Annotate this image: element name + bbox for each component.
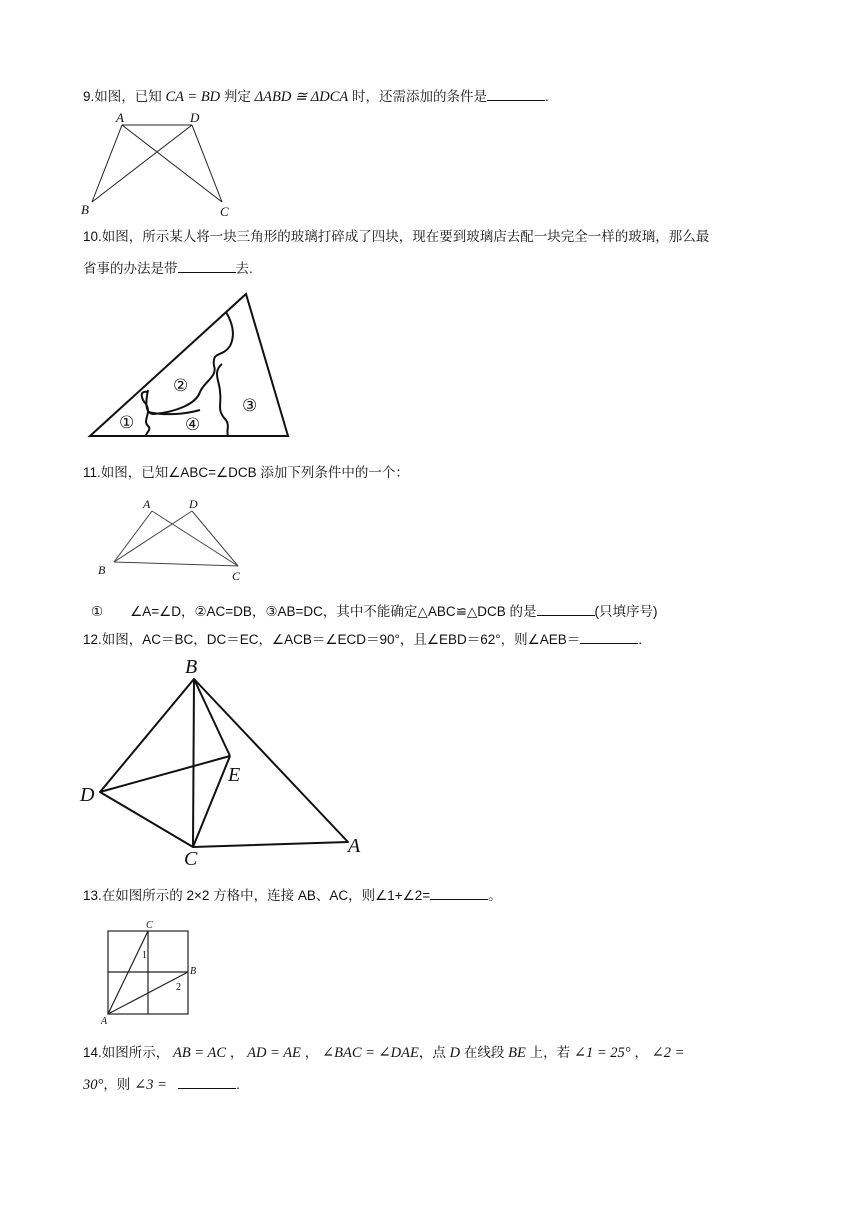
q9-label-c: C <box>220 204 229 219</box>
q11-options: ① ∠A=∠D，②AC=DB，③AB=DC，其中不能确定△ABC≌△DCB 的是 (只填序号) <box>91 601 658 622</box>
q12-label-d: D <box>80 784 95 806</box>
q13-answer-blank[interactable] <box>430 885 488 900</box>
q13-label-b: B <box>190 966 197 977</box>
q10-piece-2: ② <box>173 376 189 395</box>
q9-text: 9.如图，已知 CA = BD 判定 ΔABD ≅ ΔDCA 时，还需添加的条件是 . <box>83 86 549 107</box>
q11-stem: 11.如图，已知∠ABC=∠DCB 添加下列条件中的一个： <box>83 465 409 480</box>
q11-answer-blank[interactable] <box>537 601 595 616</box>
q13-text: 13.在如图所示的 2×2 方格中，连接 AB、AC，则∠1+∠2= 。 <box>83 885 502 906</box>
q11-label-a: A <box>143 497 151 511</box>
q9-label-d: D <box>190 110 200 125</box>
q13-angle-2: 2 <box>176 982 181 993</box>
q10-answer-blank[interactable] <box>178 258 236 273</box>
q10-piece-3: ③ <box>242 396 258 415</box>
q11-label-b: B <box>98 563 106 577</box>
q12-answer-blank[interactable] <box>580 629 638 644</box>
q10-line1: 10.如图，所示某人将一块三角形的玻璃打碎成了四块，现在要到玻璃店去配一块完全一样的玻璃，那么最 <box>83 229 710 244</box>
q12-label-e: E <box>228 764 241 786</box>
q13-label-a: A <box>101 1016 108 1027</box>
q9-figure <box>78 106 248 218</box>
q13-angle-1: 1 <box>142 950 147 961</box>
q13-figure <box>98 916 202 1028</box>
q13-label-c: C <box>146 920 153 931</box>
q11-figure <box>94 494 254 586</box>
q9-answer-blank[interactable] <box>487 86 545 101</box>
q11-label-c: C <box>232 569 241 583</box>
q9-label-a: A <box>116 110 124 125</box>
q9-label-b: B <box>81 202 89 217</box>
q11-label-d: D <box>189 497 198 511</box>
q12-label-c: C <box>184 848 198 870</box>
q14-line2: 30°，则 ∠3 = . <box>83 1074 240 1095</box>
q14-line1: 14.如图所示， AB = AC ， AD = AE ， ∠BAC = ∠DAE，点 D 在线段 BE 上，若 ∠1 = 25° ， ∠2 = <box>83 1045 685 1061</box>
q12-text: 12.如图，AC＝BC，DC＝EC，∠ACB＝∠ECD＝90°，且∠EBD＝62°，则∠AEB＝ . <box>83 629 642 650</box>
q12-label-b: B <box>185 656 198 678</box>
q10-figure <box>86 290 298 442</box>
q14-answer-blank[interactable] <box>178 1074 236 1089</box>
q10-piece-4: ④ <box>185 415 201 434</box>
q12-label-a: A <box>348 835 361 857</box>
q10-piece-1: ① <box>119 413 135 432</box>
q12-figure <box>78 652 378 872</box>
q10-line2: 省事的办法是带 去. <box>83 258 253 279</box>
